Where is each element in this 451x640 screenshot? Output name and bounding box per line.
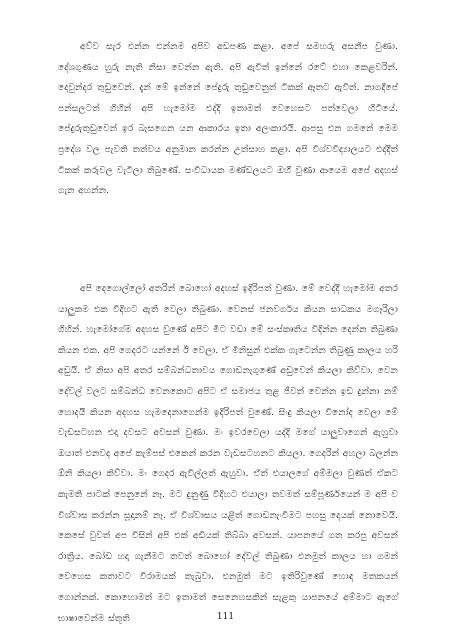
- body-paragraph: අපි දෙගොල්ලෝ අතරින් බොහෝ අදහස් ඉදිරිපත් වුණා. මේ වෙද්දී හැමෝම අතර යාලුකම එක විදිහට ඇති වෙලා තිබුණා. වෙනස් ජනවර්ගය කියන සාධකය මගෑරිලා ගිහින්. හැමෝගේම අදහස වුණේ අපිට මීට වඩා මේ සංස්කෘතිය විදින්න දෙන්න තිබුණා කියන එක. අපි ගෙදරට යන්නේ ඊ වෙලා. ඒ මිනිසුන් එක්ක ගැටෙන්න තිබුණු කාලය හරි අඩුයි. ඒ නිසා අපි අතර සම්බන්ධතාවය ගොඩනැගුණේ අඩුවෙන් කියලා කිව්වා. වෙන දේවල් වලට සම්බන්ධ වෙනකොට අපිට ඒ සමාජය තුළ ජීවත් වෙන්න ඉඩ දුන්නා නම් හොදයි කියන අදහස හැමදෙනාගෙන්ම ඉදිරිපත් වුණේ. සිංදු කියලා විනෝද වෙලා මේ වැඩසටහන එදා දවසට අවසන් වුණා. මං ඉවරවෙලා යද්දි මගේ යාලුවාගෙන් ඇහුවා ඔයාත් එනවද අපේ කැම්පස් එකෙන් කරන වැඩසටහනට කියලා. ගෙදරින් අහලා බලන්න ඕනි කියලා කිව්වා. මං ගෙදර ඇවිල්ලත් ඇහුවා. ඒත් එයාලගේ අම්මලා වුණත් ඒකට කැමති පාටක් පෙනුනේ නෑ. මට දුනුණු විදිහට එයාලා තවමත් සම්පූර්ණයෙන් ම අපි ව විශ්වාස කරන්න සූදානම් නෑ. ඒ විශ්වාසය යළිත් ගොඩනැංවීමට පහසු දෙයක් නොවෙයි. කෙසේ වුවත් අප විසින් අපි එක් අඩියක් තිබ්බා අවසන්. යාපනයේ ගත කරපු අවසන් රාත්‍රිය. බෝඩ හදා ගැනීමට තවත් බොහෝ දේවල් තිබුණා එනමුත් කාලය හා ගමන් වෙහෙස කතාවට විරාමයක් තැබුවා. එනමුත් මට ඉතිරිවුණේ හොඳ මතකයන් ගොන්නක්. කොහොමත් මට ඉතාමත් සෙනෙහසකින් සැළකු යාපනයේ අම්මාට ඇගේ භාෂාවෙන්ම ස්තූති: [58, 283, 398, 624]
- body-paragraph: අව්ව සැර එන්න එන්නම අපිව අඩපණ කළා. අපේ සමහරු අසනීප වුණා. දේශගුණය හුරු නැති නිසා වෙන්න ඇති. අපි ඇවිත් ඉන්නේ රටේ එහා කෙළවරින්. දෙවුන්දර තුඩුවෙන්. දැන් මේ ඉන්නේ පේදුරු තුඩුවෙනුත් ටිකක් ඈතට ඇවිත්. නාගදීපේ පන්සලටත් ගිහින් අපි හැමෝම එද්දි ඉතාමත් වෙහෙසට පත්වෙලා හිටියේ. පේදුරුතුඩුවෙන් ඉර බැසගෙන යන ආකාරය ඉතා අලංකාරයි. ආපසු එන ගමනේ මෙම ප්‍රදේශ වල පැවති තත්වය අනුමාන කරන්න උත්සාහ කළා. අපි විශ්වවිද්‍යාලයට එද්දීත් ටිකක් කරුවල වැටිලා තිබුණේ. සංවිධායක මණ්ඩලයට ඔහී වුණා ආයෙම අපේ අදහස් ගැන අහන්න.: [58, 41, 398, 197]
- page-number: 111: [216, 612, 235, 622]
